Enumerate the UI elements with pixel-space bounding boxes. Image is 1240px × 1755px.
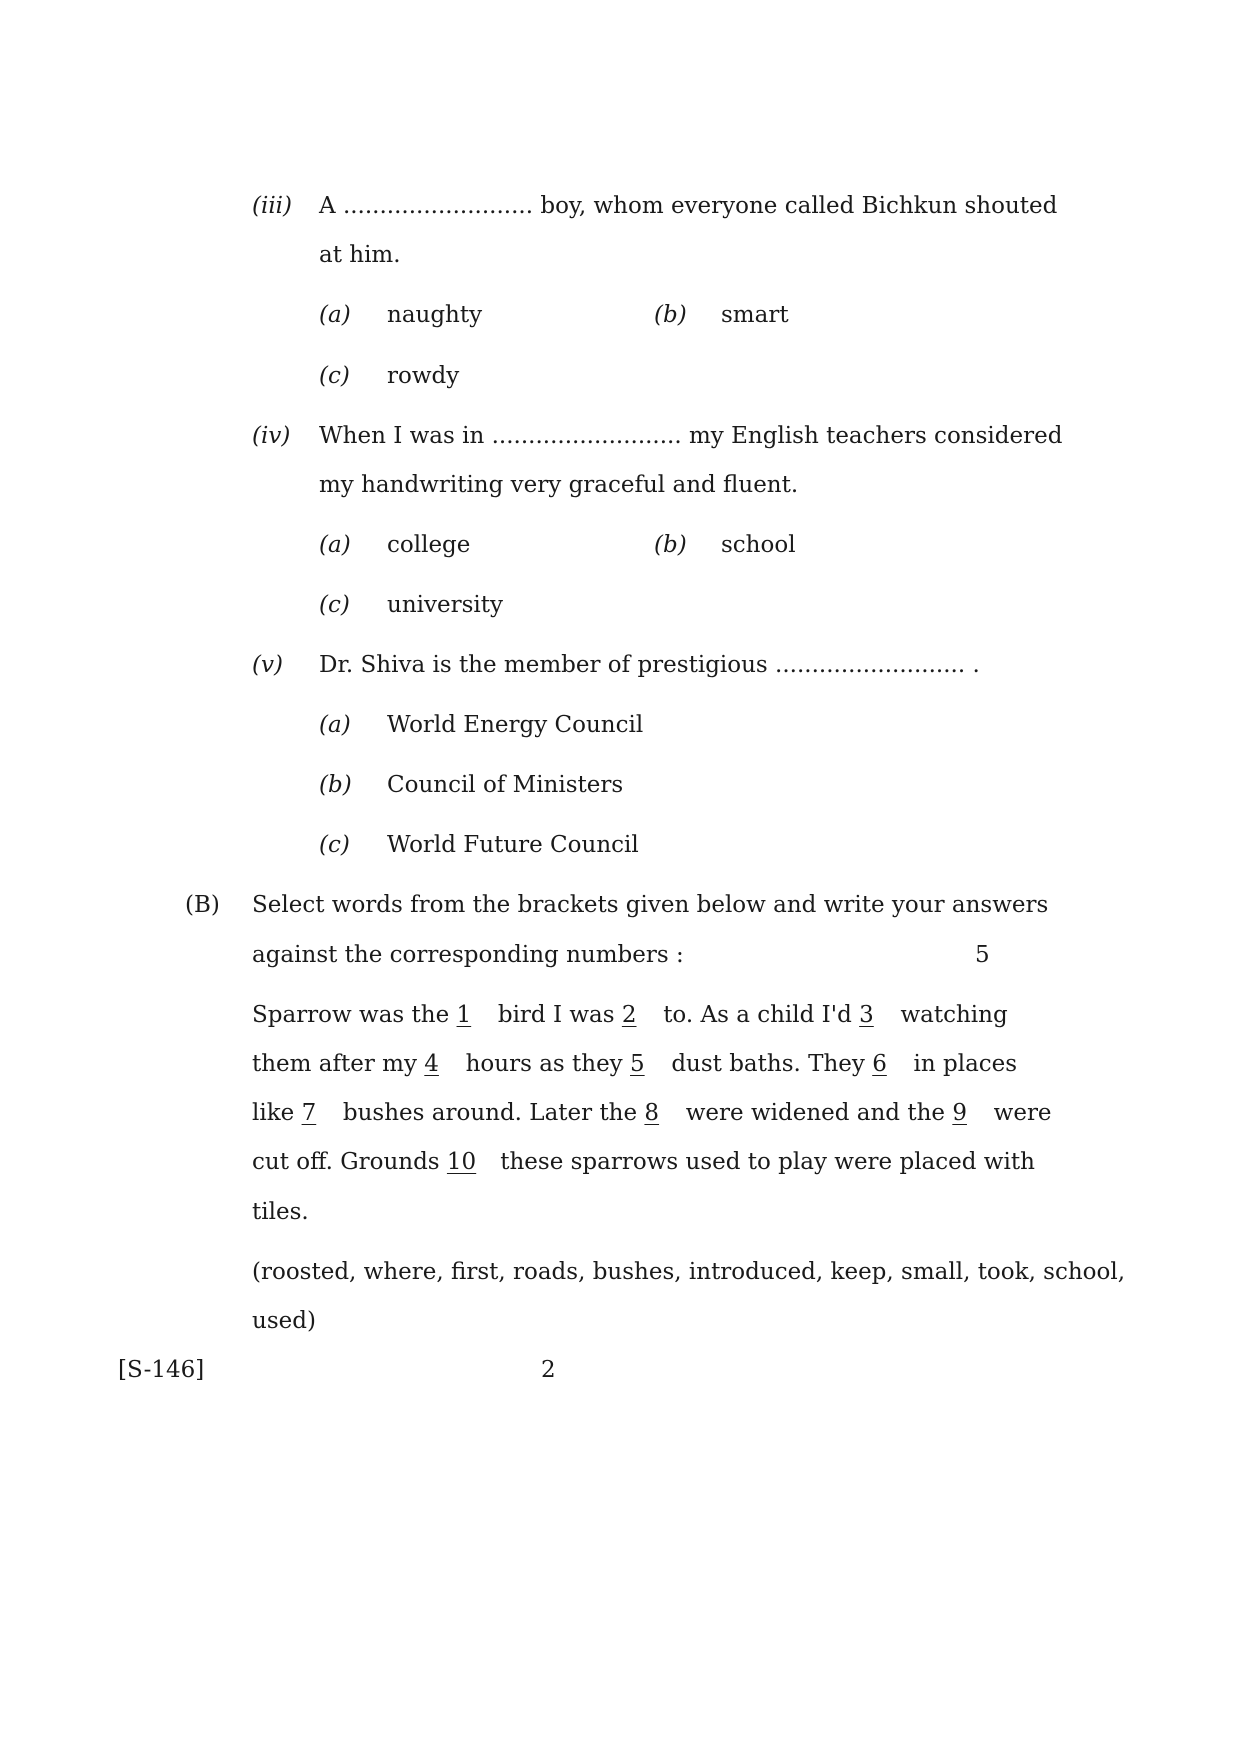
- option-text: World Future Council: [387, 832, 639, 858]
- blank-8: 8: [644, 1100, 660, 1126]
- option-letter: (a): [319, 532, 351, 558]
- passage-line1: Sparrow was the 1 bird I was 2 to. As a child I'd 3 watching: [252, 1002, 1008, 1028]
- option-letter: (b): [319, 772, 352, 798]
- question-number: (iii): [252, 193, 293, 219]
- instruction-line1: Select words from the brackets given below and write your answers: [252, 892, 1049, 918]
- option-text: rowdy: [387, 363, 460, 389]
- word-bank-line2: used): [252, 1308, 316, 1334]
- paper-code: [S-146]: [118, 1357, 205, 1383]
- question-text-line1: Dr. Shiva is the member of prestigious .......................... .: [319, 652, 980, 678]
- question-text-line1: When I was in .......................... my English teachers considered: [319, 423, 1063, 449]
- blank-1: 1: [456, 1002, 472, 1028]
- blank-5: 5: [630, 1051, 645, 1077]
- question-text-line2: at him.: [319, 242, 401, 268]
- option-letter: (a): [319, 712, 351, 738]
- question-number: (iv): [252, 423, 291, 449]
- blank-10: 10: [446, 1149, 477, 1175]
- option-letter: (c): [319, 592, 350, 618]
- question-number: (v): [252, 652, 283, 678]
- option-letter: (c): [319, 363, 350, 389]
- blank-4: 4: [424, 1051, 439, 1077]
- blank-7: 7: [301, 1100, 317, 1126]
- section-label: (B): [185, 892, 220, 918]
- option-letter: (b): [654, 302, 687, 328]
- option-text: World Energy Council: [387, 712, 644, 738]
- blank-3: 3: [859, 1002, 874, 1028]
- blank-9: 9: [952, 1100, 967, 1126]
- option-letter: (b): [654, 532, 687, 558]
- option-text: smart: [721, 302, 789, 328]
- question-text-line1: A .......................... boy, whom everyone called Bichkun shouted: [319, 193, 1058, 219]
- question-text-line2: my handwriting very graceful and fluent.: [319, 472, 799, 498]
- blank-6: 6: [872, 1051, 887, 1077]
- option-text: college: [387, 532, 471, 558]
- passage-line5: tiles.: [252, 1199, 309, 1225]
- option-text: university: [387, 592, 503, 618]
- passage-line2: them after my 4 hours as they 5 dust baths. They 6 in places: [252, 1051, 1018, 1077]
- option-letter: (c): [319, 832, 350, 858]
- blank-2: 2: [621, 1002, 637, 1028]
- option-text: school: [721, 532, 796, 558]
- marks: 5: [975, 942, 990, 968]
- page-number: 2: [541, 1357, 556, 1383]
- option-letter: (a): [319, 302, 351, 328]
- passage-line3: like 7 bushes around. Later the 8 were widened and the 9 were: [252, 1100, 1052, 1126]
- option-text: Council of Ministers: [387, 772, 624, 798]
- passage-line4: cut off. Grounds 10 these sparrows used to play were placed with: [252, 1149, 1035, 1175]
- instruction-line2: against the corresponding numbers :: [252, 942, 684, 968]
- option-text: naughty: [387, 302, 483, 328]
- word-bank-line1: (roosted, where, first, roads, bushes, introduced, keep, small, took, school,: [252, 1259, 1126, 1285]
